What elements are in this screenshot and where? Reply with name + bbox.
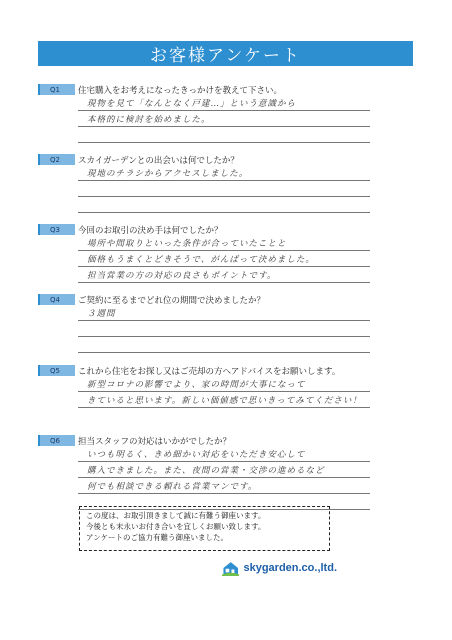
answer-line: 購入できました。また、夜間の営業・交渉の進めるなど — [87, 466, 325, 476]
question-number: Q4 — [38, 294, 75, 305]
answer-line: ３週間 — [87, 309, 116, 319]
question-text: 住宅購入をお考えになったきっかけを教えて下さい。 — [78, 85, 283, 96]
answer-line: 本格的に検討を始めました。 — [87, 115, 211, 125]
question-q3 — [38, 224, 415, 283]
answer-line: いつも明るく、きめ細かい対応をいただき安心して — [87, 450, 306, 460]
question-number: Q2 — [38, 154, 75, 165]
question-q1 — [38, 84, 415, 143]
question-q4 — [38, 294, 415, 353]
answer-line: 担当営業の方の対応の良さもポイントです。 — [87, 271, 277, 281]
survey-title: お客様アンケート — [38, 41, 413, 66]
question-number: Q3 — [38, 224, 75, 235]
closing-line: アンケートのご協力有難う御座いました。 — [86, 533, 229, 542]
question-text: ご契約に至るまでどれ位の期間で決めましたか？ — [78, 295, 266, 306]
closing-message — [79, 506, 330, 551]
question-text: これから住宅をお探し又はご売却の方へアドバイスをお願いします。 — [78, 366, 341, 377]
answer-line: きていると思います。新しい価値感で思いきってみてください！ — [87, 396, 362, 406]
question-number: Q5 — [38, 365, 75, 376]
house-logo-icon — [222, 557, 239, 579]
company-name: skygarden.co.,ltd. — [243, 562, 337, 574]
closing-line: この度は、お取引頂きまして誠に有難う御座います。 — [86, 511, 266, 520]
company-logo — [222, 555, 337, 581]
answer-line: 価格もうまくとどきそうで、がんばって決めました。 — [87, 255, 315, 265]
question-q2 — [38, 154, 415, 213]
answer-line: 現物を見て「なんとなく戸建…」という意識から — [87, 99, 297, 109]
question-q5 — [38, 365, 415, 408]
question-text: 今回のお取引の決め手は何でしたか？ — [78, 225, 223, 236]
answer-line: 場所や間取りといった条件が合っていたことと — [87, 239, 287, 249]
answer-line: 新型コロナの影響でより、家の時間が大事になって — [87, 380, 306, 390]
closing-line: 今後とも末永いお付き合いを宜しくお願い致します。 — [86, 522, 266, 531]
answer-line: 現地のチラシからアクセスしました。 — [87, 169, 249, 179]
answer-line: 何でも相談できる頼れる営業マンです。 — [87, 482, 258, 492]
question-number: Q1 — [38, 84, 75, 95]
question-q6 — [38, 435, 415, 510]
question-number: Q6 — [38, 435, 75, 446]
question-text: スカイガーデンとの出会いは何でしたか？ — [78, 155, 239, 166]
question-text: 担当スタッフの対応はいかがでしたか？ — [78, 436, 232, 447]
